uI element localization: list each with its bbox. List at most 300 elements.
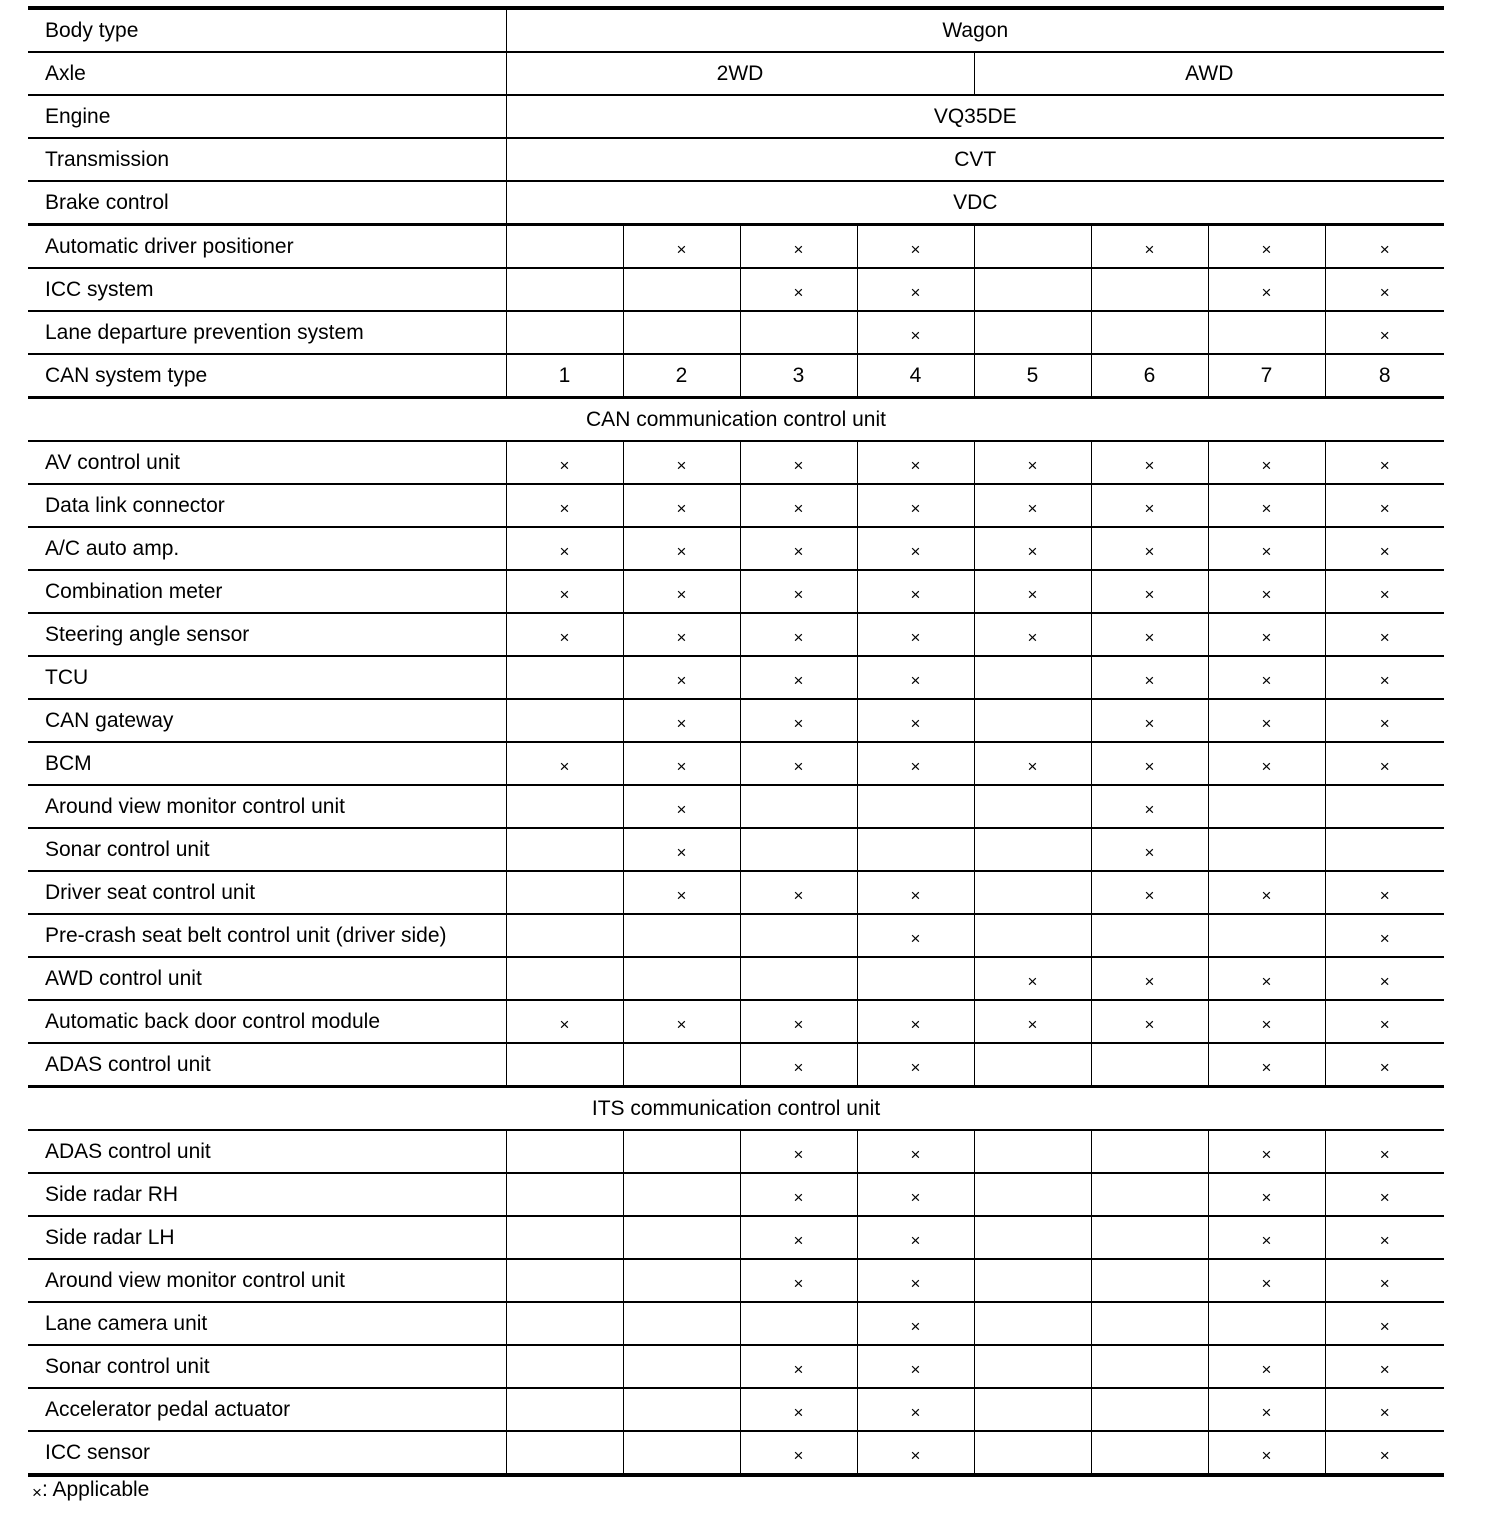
type-cell (857, 1388, 974, 1431)
applicable-mark-icon: × (793, 713, 804, 733)
type-cell (506, 1173, 623, 1216)
type-cell (740, 441, 857, 484)
row-label: Sonar control unit (28, 1345, 506, 1388)
type-cell (1091, 1388, 1208, 1431)
header-row (28, 138, 1444, 181)
applicable-mark-icon: × (676, 584, 687, 604)
control-unit-row (28, 871, 1444, 914)
applicable-mark-icon: × (1379, 971, 1390, 991)
control-unit-row (28, 441, 1444, 484)
row-label: Automatic back door control module (28, 1000, 506, 1043)
type-cell (974, 914, 1091, 957)
type-cell (857, 613, 974, 656)
can-type-number: 4 (857, 354, 974, 398)
type-cell (740, 656, 857, 699)
type-cell (974, 1259, 1091, 1302)
type-cell (1091, 1345, 1208, 1388)
applicable-mark-icon: × (1379, 1187, 1390, 1207)
applicable-mark-icon: × (1144, 756, 1155, 776)
type-cell (740, 613, 857, 656)
row-label: Around view monitor control unit (28, 785, 506, 828)
type-cell (506, 484, 623, 527)
type-cell (1208, 742, 1325, 785)
applicable-mark-icon: × (559, 627, 570, 647)
applicable-mark-icon: × (676, 541, 687, 561)
control-unit-row (28, 1302, 1444, 1345)
type-cell (740, 570, 857, 613)
type-cell (1208, 1302, 1325, 1345)
can-system-type-table (28, 6, 1444, 1477)
applicable-mark-icon: × (1027, 455, 1038, 475)
applicable-mark-icon: × (910, 1359, 921, 1379)
type-cell (1208, 1043, 1325, 1087)
applicable-mark-icon: × (910, 713, 921, 733)
applicable-mark-icon: × (559, 541, 570, 561)
control-unit-row (28, 1173, 1444, 1216)
type-cell (1091, 742, 1208, 785)
header-value: CVT (506, 138, 1444, 181)
can-type-number: 6 (1091, 354, 1208, 398)
type-cell (740, 268, 857, 311)
applicable-mark-icon: × (1261, 627, 1272, 647)
row-label: ICC sensor (28, 1431, 506, 1475)
type-cell (974, 1216, 1091, 1259)
type-cell (857, 527, 974, 570)
type-cell (740, 785, 857, 828)
applicable-mark-icon: × (910, 1445, 921, 1465)
control-unit-row (28, 1043, 1444, 1087)
type-cell (1325, 656, 1444, 699)
type-cell (740, 1216, 857, 1259)
type-cell (974, 699, 1091, 742)
applicable-mark-icon: × (1144, 627, 1155, 647)
type-cell (623, 441, 740, 484)
type-cell (506, 1345, 623, 1388)
applicable-mark-icon: × (1379, 885, 1390, 905)
table-body (28, 8, 1444, 1475)
applicable-mark-icon: × (910, 1402, 921, 1422)
control-unit-row (28, 828, 1444, 871)
applicable-mark-icon: × (910, 1014, 921, 1034)
applicable-mark-icon: × (559, 498, 570, 518)
type-cell (857, 1302, 974, 1345)
type-cell (974, 527, 1091, 570)
applicable-mark-icon: × (910, 239, 921, 259)
applicable-mark-icon: × (1261, 1359, 1272, 1379)
applicable-mark-icon: × (676, 1014, 687, 1034)
row-label: AWD control unit (28, 957, 506, 1000)
type-cell (1091, 441, 1208, 484)
row-label: Data link connector (28, 484, 506, 527)
applicable-mark-icon: × (1261, 1273, 1272, 1293)
type-cell (1325, 828, 1444, 871)
type-cell (974, 656, 1091, 699)
applicable-mark-icon: × (1144, 541, 1155, 561)
type-cell (1208, 484, 1325, 527)
type-cell (1325, 484, 1444, 527)
applicable-mark-icon: × (793, 1014, 804, 1034)
applicable-mark-icon: × (1027, 541, 1038, 561)
type-cell (623, 268, 740, 311)
applicable-mark-icon: × (793, 1359, 804, 1379)
type-cell (623, 1000, 740, 1043)
type-cell (506, 785, 623, 828)
type-cell (623, 785, 740, 828)
row-label: CAN system type (28, 354, 506, 398)
type-cell (1325, 1259, 1444, 1302)
applicable-mark-icon: × (676, 756, 687, 776)
applicable-mark-icon: × (1144, 885, 1155, 905)
type-cell (857, 1345, 974, 1388)
control-unit-row (28, 699, 1444, 742)
applicable-mark-icon: × (793, 1445, 804, 1465)
type-cell (623, 1388, 740, 1431)
row-label: CAN gateway (28, 699, 506, 742)
can-system-table-sheet (28, 6, 1444, 1477)
applicable-mark-icon: × (1379, 1445, 1390, 1465)
type-cell (740, 1173, 857, 1216)
type-cell (623, 828, 740, 871)
applicable-mark-icon: × (910, 455, 921, 475)
type-cell (1325, 1000, 1444, 1043)
can-type-number: 2 (623, 354, 740, 398)
applicable-mark-icon: × (793, 1057, 804, 1077)
type-cell (623, 1173, 740, 1216)
type-cell (1091, 828, 1208, 871)
can-type-number: 3 (740, 354, 857, 398)
type-cell (506, 742, 623, 785)
type-cell (857, 311, 974, 354)
control-unit-row (28, 1431, 1444, 1475)
type-cell (740, 957, 857, 1000)
row-label: Lane departure prevention system (28, 311, 506, 354)
row-label: Sonar control unit (28, 828, 506, 871)
type-cell (740, 1000, 857, 1043)
applicable-mark-icon: × (1261, 498, 1272, 518)
applicable-mark-icon: × (1379, 1359, 1390, 1379)
applicable-mark-icon: × (1261, 1445, 1272, 1465)
row-label: TCU (28, 656, 506, 699)
type-cell (974, 311, 1091, 354)
type-cell (1208, 268, 1325, 311)
type-cell (1091, 268, 1208, 311)
type-cell (506, 1302, 623, 1345)
section-title: ITS communication control unit (28, 1087, 1444, 1131)
legend (32, 1478, 149, 1502)
type-cell (1325, 1130, 1444, 1173)
type-cell (1325, 1345, 1444, 1388)
type-cell (740, 225, 857, 269)
header-value: 2WD (506, 52, 974, 95)
type-cell (740, 871, 857, 914)
type-cell (506, 656, 623, 699)
type-cell (1208, 225, 1325, 269)
type-cell (974, 1345, 1091, 1388)
applicable-mark-icon: × (676, 799, 687, 819)
type-cell (974, 1388, 1091, 1431)
type-cell (1091, 527, 1208, 570)
type-cell (1325, 613, 1444, 656)
control-unit-row (28, 1130, 1444, 1173)
type-cell (1208, 613, 1325, 656)
type-cell (1208, 785, 1325, 828)
applicable-mark-icon: × (1379, 1230, 1390, 1250)
applicable-mark-icon: × (793, 239, 804, 259)
applicable-mark-icon: × (1144, 971, 1155, 991)
row-label: Body type (45, 19, 139, 42)
control-unit-row (28, 1388, 1444, 1431)
type-cell (623, 871, 740, 914)
type-cell (974, 785, 1091, 828)
type-cell (1208, 1000, 1325, 1043)
applicable-mark-icon: × (1144, 1014, 1155, 1034)
type-cell (506, 871, 623, 914)
header-row (28, 181, 1444, 225)
type-cell (974, 1173, 1091, 1216)
row-label: ICC system (28, 268, 506, 311)
applicable-mark-icon: × (1379, 239, 1390, 259)
type-cell (506, 527, 623, 570)
applicable-mark-icon: × (676, 885, 687, 905)
type-cell (1325, 785, 1444, 828)
type-cell (506, 1000, 623, 1043)
applicable-mark-icon: × (910, 1273, 921, 1293)
header-value: AWD (974, 52, 1444, 95)
type-cell (623, 570, 740, 613)
applicable-mark-icon: × (1261, 239, 1272, 259)
type-cell (740, 1431, 857, 1475)
can-type-number: 5 (974, 354, 1091, 398)
applicable-mark-icon: × (1144, 713, 1155, 733)
type-cell (1091, 1173, 1208, 1216)
applicable-mark-icon: × (1261, 1144, 1272, 1164)
type-cell (623, 699, 740, 742)
type-cell (1091, 1043, 1208, 1087)
type-cell (1091, 1302, 1208, 1345)
applicable-mark-icon: × (1379, 1316, 1390, 1336)
type-cell (1325, 1302, 1444, 1345)
type-cell (857, 1431, 974, 1475)
control-unit-row (28, 656, 1444, 699)
type-cell (857, 441, 974, 484)
type-cell (740, 1388, 857, 1431)
type-cell (1091, 613, 1208, 656)
applicable-mark-icon: × (1261, 971, 1272, 991)
type-cell (740, 1130, 857, 1173)
type-cell (1091, 871, 1208, 914)
type-cell (1325, 527, 1444, 570)
type-cell (857, 1130, 974, 1173)
applicable-mark-icon: × (676, 239, 687, 259)
type-cell (974, 742, 1091, 785)
control-unit-row (28, 1000, 1444, 1043)
type-cell (857, 268, 974, 311)
type-cell (506, 1130, 623, 1173)
applicable-mark-icon: × (910, 756, 921, 776)
row-label: ADAS control unit (28, 1130, 506, 1173)
type-cell (974, 613, 1091, 656)
type-cell (857, 742, 974, 785)
type-cell (1208, 957, 1325, 1000)
type-cell (740, 527, 857, 570)
type-cell (623, 1043, 740, 1087)
type-cell (506, 1259, 623, 1302)
type-cell (974, 570, 1091, 613)
type-cell (623, 1216, 740, 1259)
section-header-row (28, 398, 1444, 442)
applicable-mark-icon: × (1379, 498, 1390, 518)
type-cell (623, 311, 740, 354)
type-cell (1325, 871, 1444, 914)
row-label: Axle (28, 52, 506, 95)
type-cell (974, 1130, 1091, 1173)
type-cell (623, 527, 740, 570)
type-cell (857, 484, 974, 527)
applicable-mark-icon: × (910, 282, 921, 302)
applicable-mark-icon: × (1144, 842, 1155, 862)
type-cell (506, 613, 623, 656)
type-cell (857, 1259, 974, 1302)
applicable-mark-icon: × (793, 584, 804, 604)
applicable-mark-icon: × (910, 1230, 921, 1250)
applicable-mark-icon: × (793, 282, 804, 302)
type-cell (740, 1043, 857, 1087)
type-cell (506, 311, 623, 354)
type-cell (506, 570, 623, 613)
type-cell (623, 656, 740, 699)
type-cell (974, 441, 1091, 484)
applicable-mark-icon: × (1261, 1230, 1272, 1250)
control-unit-row (28, 785, 1444, 828)
applicable-mark-icon: × (793, 541, 804, 561)
applicable-mark-icon: × (793, 1273, 804, 1293)
applicable-mark-icon: × (910, 1316, 921, 1336)
applicable-mark-icon: × (910, 1144, 921, 1164)
applicable-mark-icon: × (1261, 282, 1272, 302)
type-cell (857, 699, 974, 742)
applicable-mark-icon: × (1261, 1402, 1272, 1422)
type-cell (1208, 871, 1325, 914)
applicable-mark-icon: × (1144, 455, 1155, 475)
type-cell (1091, 311, 1208, 354)
row-label: Combination meter (28, 570, 506, 613)
type-cell (506, 1043, 623, 1087)
type-cell (1091, 699, 1208, 742)
applicable-mark-icon: × (1261, 1057, 1272, 1077)
type-cell (974, 1043, 1091, 1087)
type-cell (506, 699, 623, 742)
type-cell (740, 1345, 857, 1388)
applicable-mark-icon: × (793, 885, 804, 905)
type-cell (974, 225, 1091, 269)
row-label: Driver seat control unit (28, 871, 506, 914)
control-unit-row (28, 570, 1444, 613)
applicable-mark-icon: × (910, 541, 921, 561)
applicable-mark-icon: × (1027, 498, 1038, 518)
applicable-mark-icon: × (676, 455, 687, 475)
type-cell (1325, 1388, 1444, 1431)
applicable-mark-icon: × (32, 1483, 42, 1502)
applicable-mark-icon: × (1027, 584, 1038, 604)
applicable-mark-icon: × (1144, 799, 1155, 819)
applicable-mark-icon: × (1261, 584, 1272, 604)
applicable-mark-icon: × (1379, 627, 1390, 647)
type-cell (974, 871, 1091, 914)
type-cell (623, 1431, 740, 1475)
applicable-mark-icon: × (910, 1187, 921, 1207)
type-cell (857, 914, 974, 957)
type-cell (1208, 311, 1325, 354)
type-cell (740, 914, 857, 957)
type-cell (623, 742, 740, 785)
type-cell (1325, 268, 1444, 311)
applicable-mark-icon: × (793, 670, 804, 690)
type-cell (857, 871, 974, 914)
type-cell (857, 1173, 974, 1216)
can-system-type-row (28, 354, 1444, 398)
applicable-mark-icon: × (1379, 584, 1390, 604)
type-cell (1208, 1216, 1325, 1259)
applicable-mark-icon: × (793, 498, 804, 518)
applicable-mark-icon: × (1379, 282, 1390, 302)
applicable-mark-icon: × (1379, 1273, 1390, 1293)
type-cell (506, 1216, 623, 1259)
type-cell (1091, 957, 1208, 1000)
type-cell (1091, 570, 1208, 613)
applicable-mark-icon: × (910, 670, 921, 690)
type-cell (623, 957, 740, 1000)
applicable-mark-icon: × (910, 498, 921, 518)
type-cell (740, 1259, 857, 1302)
applicable-mark-icon: × (1379, 670, 1390, 690)
type-cell (857, 957, 974, 1000)
applicable-mark-icon: × (676, 713, 687, 733)
applicable-mark-icon: × (676, 627, 687, 647)
type-cell (506, 914, 623, 957)
type-cell (1091, 785, 1208, 828)
type-cell (623, 484, 740, 527)
applicable-mark-icon: × (1379, 1014, 1390, 1034)
section-title: CAN communication control unit (28, 398, 1444, 442)
control-unit-row (28, 1345, 1444, 1388)
type-cell (857, 656, 974, 699)
header-value: VQ35DE (506, 95, 1444, 138)
type-cell (506, 441, 623, 484)
type-cell (974, 1302, 1091, 1345)
row-label: Around view monitor control unit (28, 1259, 506, 1302)
control-unit-row (28, 1216, 1444, 1259)
type-cell (974, 828, 1091, 871)
applicable-mark-icon: × (910, 928, 921, 948)
can-type-number: 7 (1208, 354, 1325, 398)
type-cell (623, 1345, 740, 1388)
type-cell (974, 484, 1091, 527)
applicable-mark-icon: × (1379, 1144, 1390, 1164)
applicable-mark-icon: × (910, 584, 921, 604)
applicable-mark-icon: × (1379, 325, 1390, 345)
control-unit-row (28, 957, 1444, 1000)
type-cell (506, 1431, 623, 1475)
row-label: Transmission (28, 138, 506, 181)
control-unit-row (28, 613, 1444, 656)
type-cell (857, 785, 974, 828)
type-cell (1325, 570, 1444, 613)
type-cell (623, 1259, 740, 1302)
row-label: Lane camera unit (28, 1302, 506, 1345)
applicable-mark-icon: × (559, 1014, 570, 1034)
applicable-mark-icon: × (1261, 455, 1272, 475)
applicable-mark-icon: × (676, 498, 687, 518)
